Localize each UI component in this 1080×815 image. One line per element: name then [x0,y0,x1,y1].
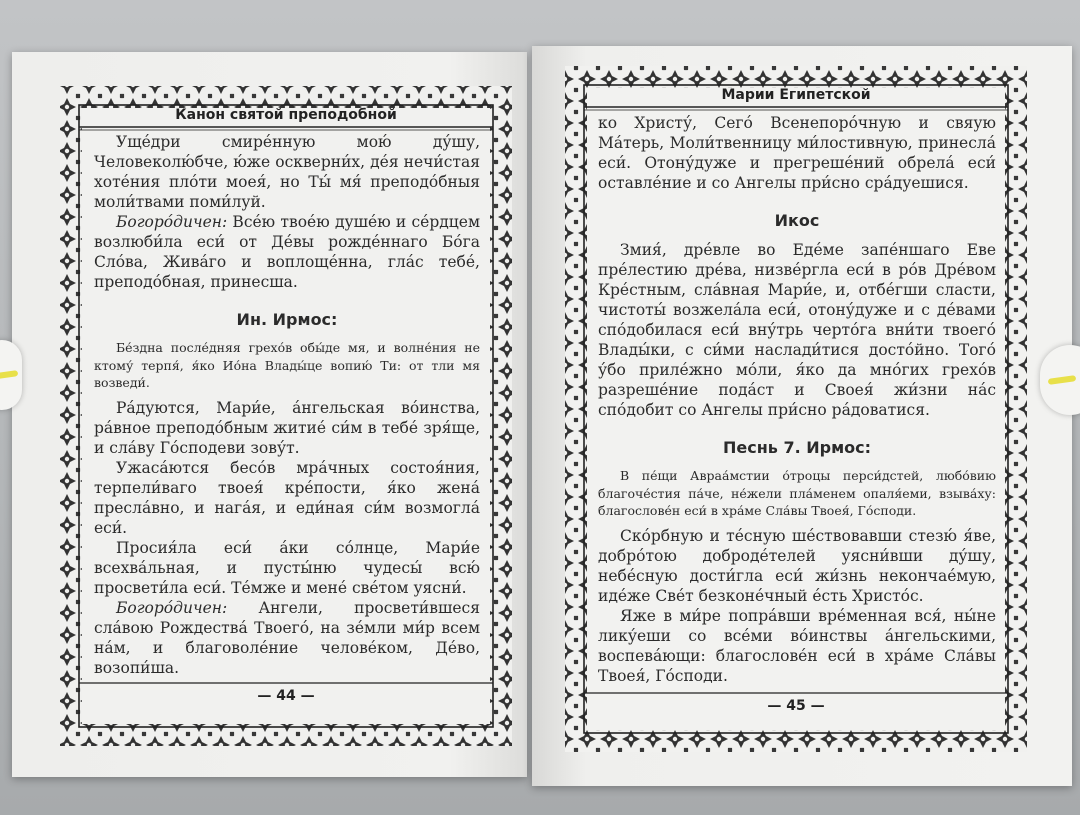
left-page [12,52,527,777]
left-page-header: Канон святой преподобной [175,107,397,123]
left-page-number: — 44 — [257,688,315,704]
right-page-number: — 45 — [767,698,825,714]
left-paragraph-5: Просия́ла еси́ а́ки со́лнце, Мари́е всехва́льная, и пусты́ню чудесы́ всю́ просвети́ла еси́. Те́мже и мене́ све́том уясни́. [94,538,480,597]
bogorodichen-text: Ангели, просвети́вшеся сла́вою Рождества́ Твоего́, на зе́мли ми́р всем на́м, и благоволе́ние челове́ком, Де́во, возопи́ша. [94,598,480,677]
left-bookmark-tab [0,340,22,410]
left-irmos-text: Бе́здна после́дняя грехо́в обы́де мя, и волне́ния не ктому́ терпя́, я́ко Ио́на Влады́це вопию́ Ти: от тли мя возведи́. [94,340,480,390]
left-bogorodichen-1 [94,212,480,292]
right-page-header: Марии Египетской [721,87,871,103]
right-page-body [598,113,996,689]
right-heading-pesn: Песнь 7. Ирмос: [722,438,872,457]
left-bogorodichen-2 [94,598,480,678]
left-paragraph-4: Ужаса́ются бесо́в мра́чных состоя́ния, терпели́ваго твоея́ кре́пости, я́ко жена́ пресла́вно, и нага́я, и еди́ная си́м возмогла́ еси́. [94,458,480,537]
right-paragraph-3: Ско́рбную и те́сную ше́ствовавши стезю́ я́ве, добро́тою доброде́телей уясни́вши ду́шу, небе́сную дости́гла еси́ жи́знь некончае́мую, иде́же Све́т безконе́чный е́сть Христо́с. [598,526,996,605]
right-paragraph-1: ко Христу́, Сего́ Всенепоро́чную и свяую Ма́терь, Моли́твенницу ми́лостивную, принесла́ еси́. Отону́дуже и прегреше́ний обрела́ еси́ оставле́ние и со Ангелы при́сно сра́дуешися. [598,114,996,192]
right-page [532,46,1072,786]
right-heading-ikos: Икос [774,211,820,230]
right-paragraph-2: Змия́, дре́вле во Еде́ме запе́ншаго Еве пре́лестию дре́ва, низве́ргла еси́ в ро́в Дре́вом Кре́стным, сла́вная Мари́е, и, отбе́гши сласти, чистоты́ возжела́ла еси́, отону́дуже и с де́вами спо́добилася еси́ вну́трь черто́га вни́ти твоего́ Влады́ки, с си́ми наслади́тися досто́йно. Того́ у́бо приле́жно мо́ли, я́ко да мно́гих грехо́в разреше́ние пода́ст и Своея́ жи́зни на́с спо́добит со Ангелы при́сно ра́доватися. [598,241,996,419]
bogorodichen-label: Богоро́дичен: [116,213,228,231]
left-paragraph-1: Уще́дри смире́нную мою́ ду́шу, Человеколю́бче, ю́же оскверни́х, де́я нечи́стая хоте́ния пло́ти моея́, но Ты́ мя́ преподо́бныя моли́твами поми́луй. [94,133,480,211]
left-page-body [94,132,480,680]
right-paragraph-4: Яже в ми́ре попра́вши вре́менная вся́, ны́не лику́еши со все́ми во́инствы а́нгельскими, воспева́ющи: благослове́н еси́ в хра́ме Сла́вы Твоея́, Го́споди. [598,606,996,685]
bogorodichen-label: Богоро́дичен: [116,598,228,617]
bogorodichen-text: Все́ю твое́ю душе́ю и се́рдцем возлюби́ла еси́ от Де́вы рожде́ннаго Бо́га Сло́ва, Жива́го и воплоще́нна, гла́с тебе́, преподо́бная, принесша. [94,213,480,291]
left-paragraph-3: Ра́дуются, Мари́е, а́нгельская во́инства, ра́вное преподо́бным житие́ си́м в тебе́ зря́ще, и сла́ву Го́сподеви зову́т. [94,398,480,457]
left-heading-irmos: Ин. Ирмос: [236,310,338,329]
right-irmos-text: В пе́щи Авраа́мстии о́троцы перси́дстей, любо́вию благоче́стия па́че, не́жели пла́менем опаля́еми, взыва́ху: благослове́н еси́ в хра́ме Сла́вы Твоея́, Го́споди. [598,468,996,518]
